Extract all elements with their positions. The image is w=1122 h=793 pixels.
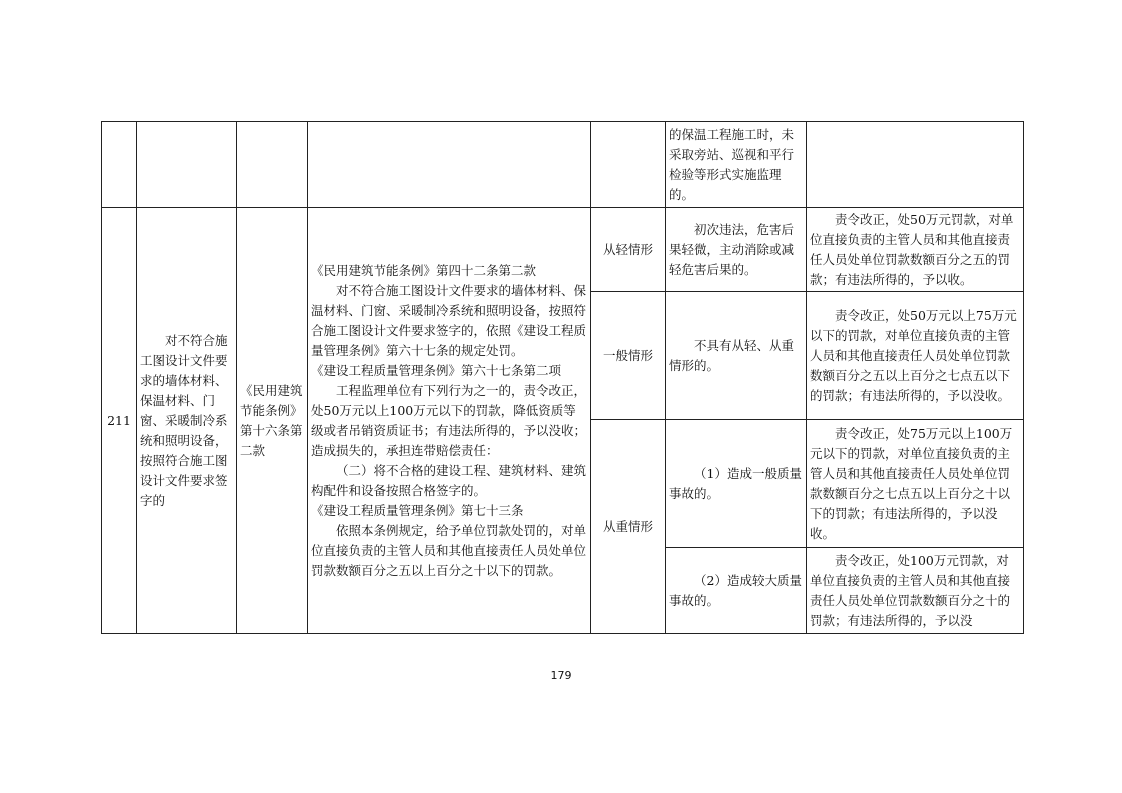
page-number: 179 (550, 669, 572, 682)
circumstance-category: 从重情形 (591, 420, 666, 634)
penalty-standard: 责令改正，处50万元以上75万元以下的罚款，对单位直接负责的主管人员和其他直接责任人员处单位罚款数额百分之五以上百分之七点五以下的罚款；有违法所得的，予以没收。 (807, 292, 1024, 420)
table-row (102, 208, 1024, 292)
circumstance-category: 一般情形 (591, 292, 666, 420)
legal-basis-text (308, 208, 591, 634)
circumstance-standard: 初次违法，危害后果轻微，主动消除或减轻危害后果的。 (666, 208, 807, 292)
cell-empty (591, 122, 666, 208)
penalty-standard: 责令改正，处50万元罚款，对单位直接负责的主管人员和其他直接责任人员处单位罚款数额百分之五的罚款；有违法所得的，予以收。 (807, 208, 1024, 292)
penalty-standard: 责令改正，处75万元以上100万元以下的罚款，对单位直接负责的主管人员和其他直接责任人员处单位罚款数额百分之七点五以上百分之十以下的罚款；有违法所得的，予以没收。 (807, 420, 1024, 548)
basis-line: 工程监理单位有下列行为之一的，责令改正，处50万元以上100万元以下的罚款，降低资质等级或者吊销资质证书；有违法所得的，予以没收；造成损失的，承担连带赔偿责任： (311, 382, 587, 458)
prev-circumstance-standard: 的保温工程施工时，未采取旁站、巡视和平行检验等形式实施监理的。 (666, 122, 807, 208)
circumstance-standard: （2）造成较大质量事故的。 (666, 548, 807, 634)
cell-empty (102, 122, 137, 208)
circumstance-standard: 不具有从轻、从重情形的。 (666, 292, 807, 420)
violation-description: 对不符合施工图设计文件要求的墙体材料、保温材料、门窗、采暖制冷系统和照明设备，按照符合施工图设计文件要求签字的 (137, 208, 237, 634)
legal-basis-short: 《民用建筑节能条例》第十六条第二款 (237, 208, 308, 634)
penalty-standard: 责令改正，处100万元罚款，对单位直接负责的主管人员和其他直接责任人员处单位罚款数额百分之十的罚款；有违法所得的，予以没 (807, 548, 1024, 634)
cell-empty (807, 122, 1024, 208)
basis-line: 依照本条例规定，给予单位罚款处罚的，对单位直接负责的主管人员和其他直接责任人员处单位罚款数额百分之五以上百分之十以下的罚款。 (311, 522, 587, 578)
basis-line: （二）将不合格的建设工程、建筑材料、建筑构配件和设备按照合格签字的。 (311, 462, 587, 498)
basis-line: 对不符合施工图设计文件要求的墙体材料、保温材料、门窗、采暖制冷系统和照明设备，按照符合施工图设计文件要求签字的，依照《建设工程质量管理条例》第六十七条的规定处罚。 (311, 282, 587, 358)
row-number: 211 (102, 208, 137, 634)
table-row-continued (102, 122, 1024, 208)
circumstance-category: 从轻情形 (591, 208, 666, 292)
basis-line: 《建设工程质量管理条例》第七十三条 (311, 502, 524, 518)
cell-empty (308, 122, 591, 208)
basis-line: 《民用建筑节能条例》第四十二条第二款 (311, 262, 537, 278)
penalty-standards-table (101, 121, 1024, 634)
cell-empty (237, 122, 308, 208)
basis-line: 《建设工程质量管理条例》第六十七条第二项 (311, 362, 562, 378)
cell-empty (137, 122, 237, 208)
circumstance-standard: （1）造成一般质量事故的。 (666, 420, 807, 548)
